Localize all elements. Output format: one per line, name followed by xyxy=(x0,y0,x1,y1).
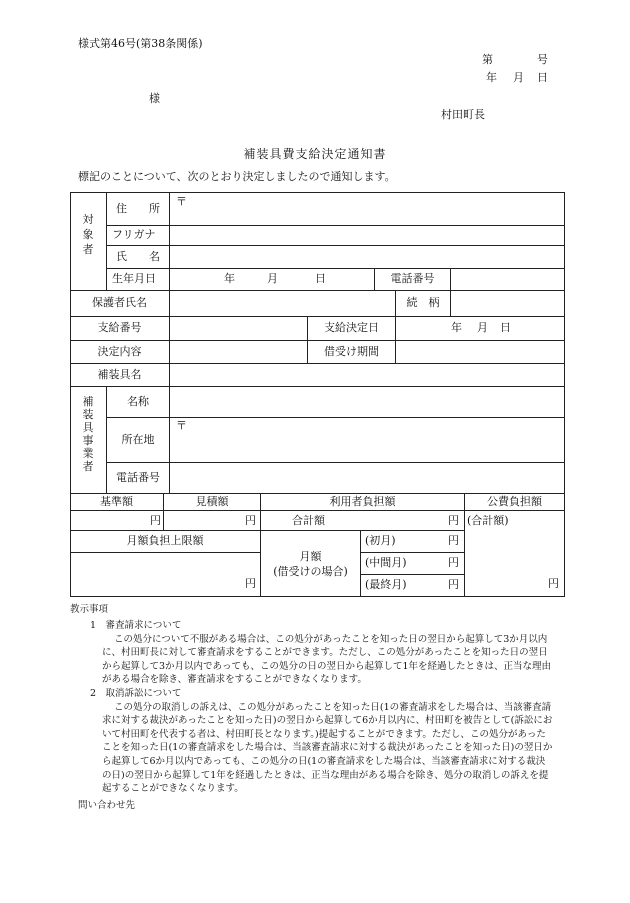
address-label: 住 所 xyxy=(116,202,160,215)
last-month-label: (最終月) xyxy=(365,578,407,591)
first-month-yen: 円 xyxy=(448,534,459,547)
form-number: 様式第46号(第38条関係) xyxy=(78,37,203,50)
subject-label: 対象者 xyxy=(82,213,94,256)
birth-month: 月 xyxy=(267,272,278,285)
loan-period-label: 借受け期間 xyxy=(324,345,379,358)
estimate-amount-label: 見積額 xyxy=(195,495,229,508)
monthly-label: 月額 xyxy=(299,550,322,563)
decision-day: 日 xyxy=(500,321,511,334)
date-day: 日 xyxy=(537,71,548,84)
note-2-text: この処分の取消しの訴えは、この処分があったことを知った日(1の審査請求をした場合は、当該審査請求に対する裁決があったことを知った日)の翌日から起算して6か月以内に、村田町を被告として(訴訟において村田町を代表する者は、村田町長となります。)提起することができます。ただし、この処分があったことを知った日(1の審査請求をした場合は、当該審査請求に対する裁決があったことを知った日)の翌日から起算して6か月以内であっても、この処分の日(1の審査請求をした場合は、当該審査請求に対する裁決の日)の翌日から起算して1年を経過したときは、正当な理由がある場合を除き、処分の取消しの訴えを提起することができなくなります。 xyxy=(102,701,553,795)
public-burden-yen: 円 xyxy=(548,577,559,590)
note-2-title: 2 取消訴訟について xyxy=(90,687,182,699)
addressee-suffix: 様 xyxy=(149,92,160,105)
guardian-label: 保護者氏名 xyxy=(92,296,147,309)
document-number-suffix: 号 xyxy=(537,53,548,66)
standard-amount-label: 基準額 xyxy=(100,495,133,508)
monthly-cap-yen: 円 xyxy=(245,577,256,590)
document-title: 補装具費支給決定通知書 xyxy=(243,147,387,161)
name-label: 氏 名 xyxy=(116,250,160,263)
decision-month: 月 xyxy=(477,321,488,334)
public-burden-label: 公費負担額 xyxy=(487,495,542,508)
relationship-label: 続 柄 xyxy=(406,296,440,309)
middle-month-yen: 円 xyxy=(448,556,459,569)
date-year: 年 xyxy=(486,71,497,84)
estimate-yen: 円 xyxy=(245,514,256,527)
date-month: 月 xyxy=(513,71,524,84)
notes-heading: 教示事項 xyxy=(70,604,109,615)
postal-mark: 〒 xyxy=(176,195,187,208)
vendor-name-label: 名称 xyxy=(127,395,149,408)
vendor-postal-mark: 〒 xyxy=(176,419,187,432)
device-name-label: 補装具名 xyxy=(97,368,142,381)
decision-date-label: 支給決定日 xyxy=(324,321,379,334)
phone-label: 電話番号 xyxy=(390,272,435,285)
public-total-label: (合計額) xyxy=(467,514,509,527)
decision-year: 年 xyxy=(451,321,462,334)
document-number-label: 第 xyxy=(482,53,493,66)
note-1-text: この処分について不服がある場合は、この処分があったことを知った日の翌日から起算して3か月以内に、村田町長に対して審査請求をすることができます。ただし、この処分があったことを知った日の翌日から起算して3か月以内であっても、この処分の日の翌日から起算して1年を経過したときは、正当な理由がある場合を除き、審査請求をすることができなくなります。 xyxy=(102,633,551,686)
first-month-label: (初月) xyxy=(365,534,396,547)
decision-content-label: 決定内容 xyxy=(97,345,142,358)
contact-label: 問い合わせ先 xyxy=(78,800,136,811)
birth-year: 年 xyxy=(224,272,235,285)
loan-case-label: (借受けの場合) xyxy=(273,565,348,578)
birthdate-label: 生年月日 xyxy=(112,272,156,285)
vendor-label: 補装具事業者 xyxy=(82,395,94,473)
standard-yen: 円 xyxy=(150,514,161,527)
birth-day: 日 xyxy=(315,272,326,285)
vendor-phone-label: 電話番号 xyxy=(116,471,160,484)
middle-month-label: (中間月) xyxy=(365,556,407,569)
issuer: 村田町長 xyxy=(441,108,485,121)
payment-number-label: 支給番号 xyxy=(97,321,142,334)
total-yen: 円 xyxy=(448,514,459,527)
vendor-location-label: 所在地 xyxy=(121,433,155,446)
intro-text: 標記のことについて、次のとおり決定しましたので通知します。 xyxy=(78,170,396,183)
monthly-cap-label: 月額負担上限額 xyxy=(126,534,204,547)
total-label: 合計額 xyxy=(292,514,325,527)
last-month-yen: 円 xyxy=(448,578,459,591)
note-1-title: 1 審査請求について xyxy=(90,620,182,631)
notes-body xyxy=(78,619,554,796)
user-burden-label: 利用者負担額 xyxy=(329,495,396,508)
furigana-label: フリガナ xyxy=(112,228,156,241)
